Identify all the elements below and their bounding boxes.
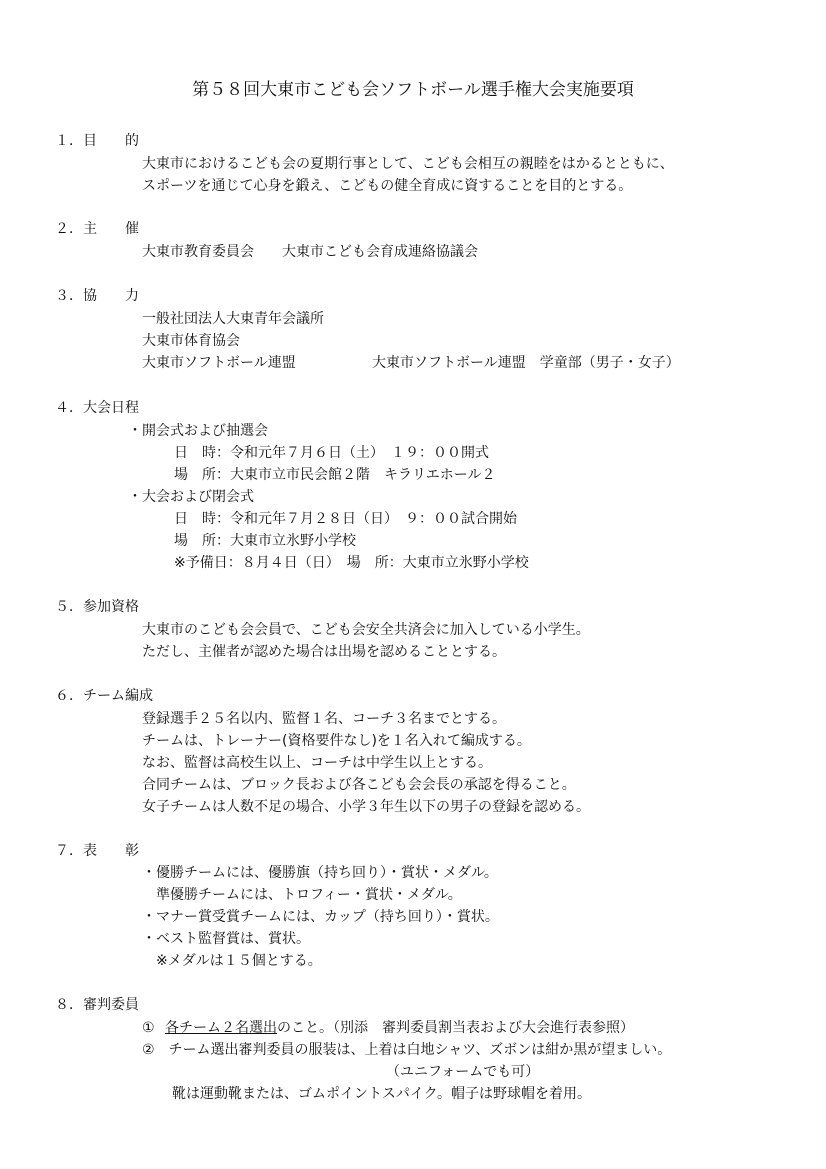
section-4-spare-day: ※予備日：８月４日（日） 場 所：大東市立氷野小学校 xyxy=(174,555,529,571)
section-4-bullet-2-date: 日 時：令和元年７月２８日（日） ９：００試合開始 xyxy=(174,511,517,527)
section-4-heading: ４．大会日程 xyxy=(55,400,139,416)
section-1-heading: １．目 的 xyxy=(55,133,139,149)
section-8-line-1-number: ① xyxy=(142,1020,155,1036)
section-5-heading: ５．参加資格 xyxy=(55,599,139,615)
section-3-line-3a: 大東市ソフトボール連盟 xyxy=(142,355,296,371)
section-7-line-2: 準優勝チームには、トロフィー・賞状・メダル。 xyxy=(156,887,462,903)
section-3-line-3b: 大東市ソフトボール連盟 学童部（男子・女子） xyxy=(372,355,680,371)
section-3-heading: ３．協 力 xyxy=(55,288,139,304)
section-4-bullet-2-place: 場 所：大東市立氷野小学校 xyxy=(174,533,356,549)
section-8-line-1 xyxy=(142,1018,634,1038)
section-8-line-1-underlined: 各チーム２名選出 xyxy=(165,1020,278,1036)
document-title: 第５８回大東市こども会ソフトボール選手権大会実施要項 xyxy=(192,80,634,100)
section-3-line-1: 一般社団法人大東青年会議所 xyxy=(142,311,324,327)
section-8-line-2: ② チーム選出審判委員の服装は、上着は白地シャツ、ズボンは紺か黒が望ましい。 xyxy=(142,1042,672,1058)
section-3-line-2: 大東市体育協会 xyxy=(142,333,240,349)
section-2-line-1: 大東市教育委員会 大東市こども会育成連絡協議会 xyxy=(142,244,478,260)
section-7-heading: ７．表 彰 xyxy=(55,843,139,859)
section-1-line-2: スポーツを通じて心身を鍛え、こどもの健全育成に資することを目的とする。 xyxy=(142,178,633,194)
section-8-line-1-rest: のこと。（別添 審判委員割当表および大会進行表参照） xyxy=(277,1020,635,1036)
section-8-line-4: 靴は運動靴または、ゴムポイントスパイク。帽子は野球帽を着用。 xyxy=(172,1086,592,1102)
section-7-line-4: ・ベスト監督賞は、賞状。 xyxy=(142,931,310,947)
section-6-line-4: 合同チームは、ブロック長および各こども会会長の承認を得ること。 xyxy=(142,777,576,793)
section-6-line-3: なお、監督は高校生以上、コーチは中学生以上とする。 xyxy=(142,755,492,771)
section-1-line-1: 大東市におけるこども会の夏期行事として、こども会相互の親睦をはかるとともに、 xyxy=(142,156,674,172)
section-4-bullet-1-date: 日 時：令和元年７月６日（土） １９：００開式 xyxy=(174,445,489,461)
section-4-bullet-2: ・大会および閉会式 xyxy=(128,489,254,505)
section-6-line-5: 女子チームは人数不足の場合、小学３年生以下の男子の登録を認める。 xyxy=(142,799,590,815)
section-6-line-2: チームは、トレーナー(資格要件なし)を１名入れて編成する。 xyxy=(142,733,531,749)
section-6-line-1: 登録選手２５名以内、監督１名、コーチ３名までとする。 xyxy=(142,711,506,727)
section-7-line-5: ※メダルは１５個とする。 xyxy=(156,953,322,969)
section-7-line-3: ・マナー賞受賞チームには、カップ（持ち回り）・賞状。 xyxy=(142,909,499,925)
section-2-heading: ２．主 催 xyxy=(55,221,139,237)
section-5-line-1: 大東市のこども会会員で、こども会安全共済会に加入している小学生。 xyxy=(142,622,590,638)
section-8-line-3: （ユニフォームでも可） xyxy=(386,1064,540,1080)
section-4-bullet-1-place: 場 所：大東市立市民会館２階 キラリエホール２ xyxy=(174,467,496,483)
section-5-line-2: ただし、主催者が認めた場合は出場を認めることとする。 xyxy=(142,644,506,660)
section-6-heading: ６．チーム編成 xyxy=(55,688,153,704)
section-4-bullet-1: ・開会式および抽選会 xyxy=(128,423,268,439)
section-8-heading: ８．審判委員 xyxy=(55,997,139,1013)
section-7-line-1: ・優勝チームには、優勝旗（持ち回り）・賞状・メダル。 xyxy=(142,865,498,881)
